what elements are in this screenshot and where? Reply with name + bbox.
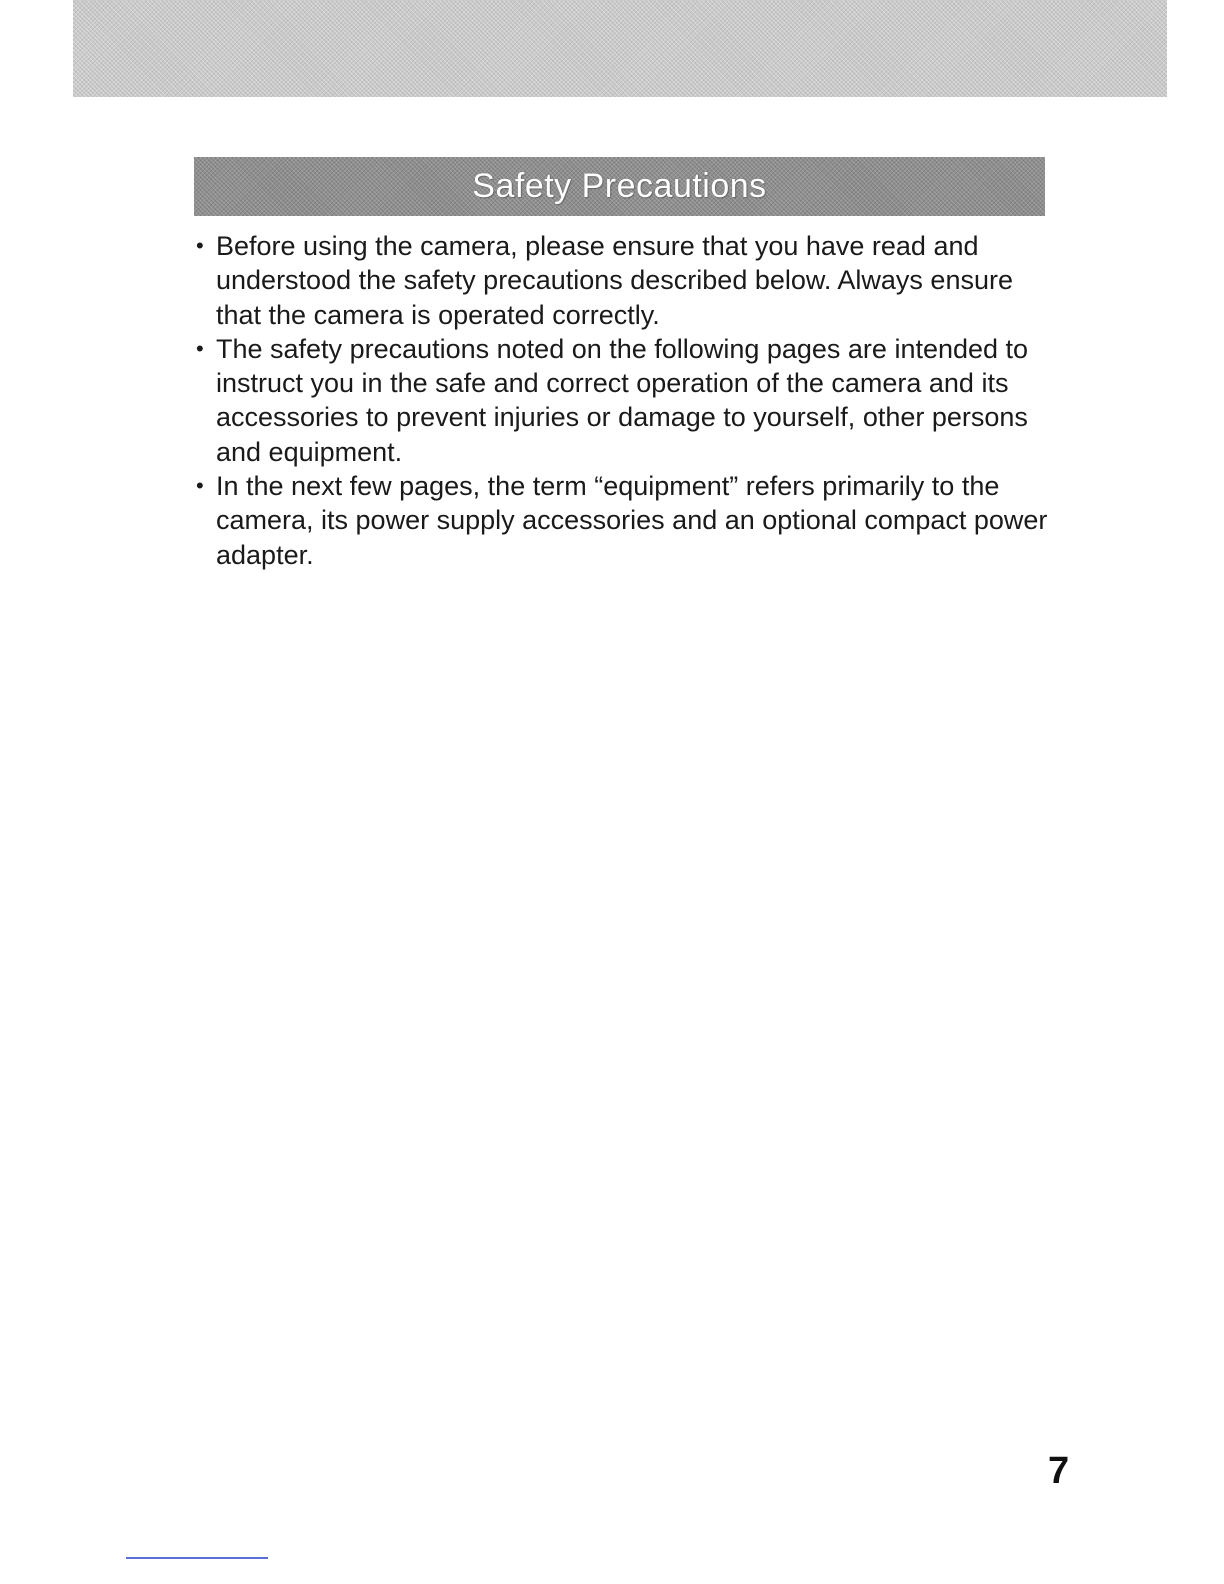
list-item-text: The safety precautions noted on the following pages are intended to instruct you in the safe and correct operation of the camera and its accessories to prevent injuries or damage to yourself, other persons and equipment.: [216, 333, 1029, 467]
page-number: 7: [1048, 1450, 1070, 1492]
list-item-text: In the next few pages, the term “equipment” refers primarily to the camera, its power supply accessories and an optional compact power adapter.: [216, 471, 1048, 570]
list-item: [196, 332, 1056, 469]
bullet-icon: •: [196, 233, 204, 258]
precautions-list: [196, 229, 1056, 572]
list-item: [196, 229, 1056, 332]
section-title-bar: [194, 157, 1045, 216]
top-decorative-band: [73, 0, 1167, 97]
bullet-icon: •: [196, 473, 204, 499]
list-item: [196, 469, 1056, 572]
footer-rule: [126, 1557, 268, 1559]
bullet-icon: •: [196, 335, 204, 361]
page-title: Safety Precautions: [472, 167, 767, 205]
list-item-text: Before using the camera, please ensure that you have read and understood the safety precautions described below. Always ensure that the camera is operated correctly.: [216, 231, 1013, 330]
